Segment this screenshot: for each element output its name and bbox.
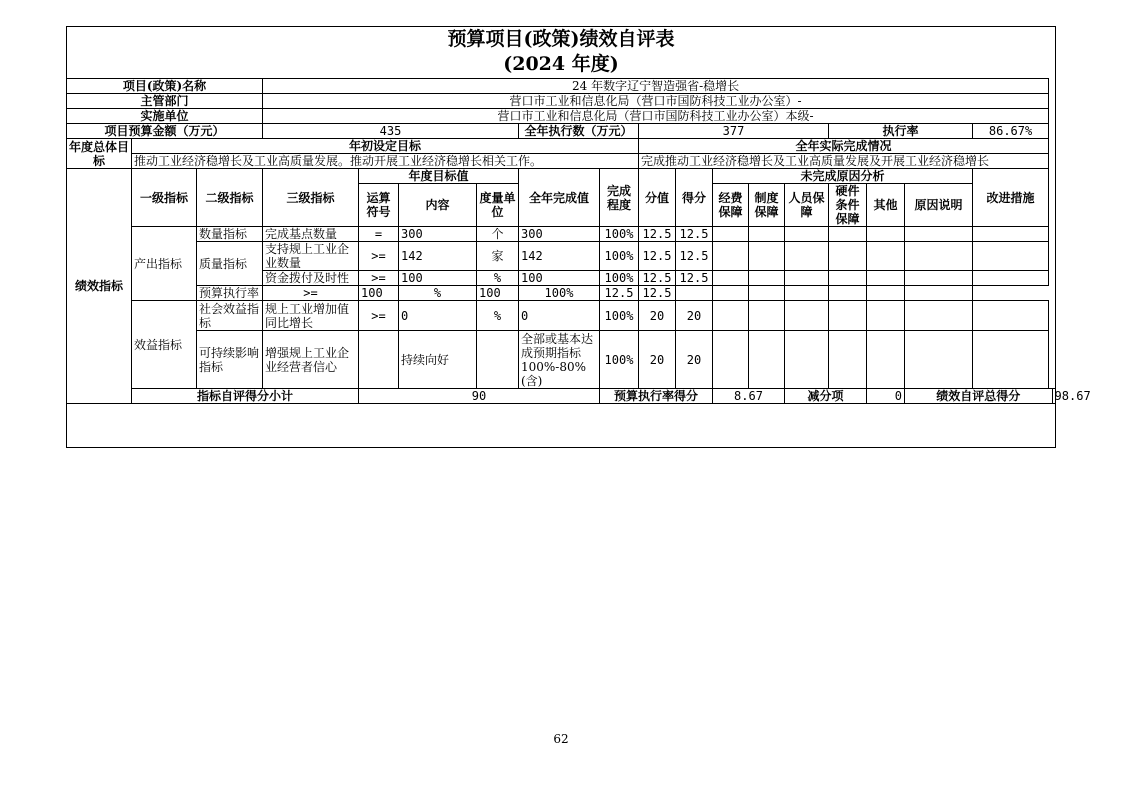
indicator-score: 12.5 [676, 271, 713, 286]
degree-header: 完成程度 [600, 169, 639, 227]
indicator-degree: 100% [519, 286, 600, 301]
budget-score-label: 预算执行率得分 [600, 389, 713, 404]
reason-system-header: 制度保障 [749, 184, 785, 227]
indicator-weight: 20 [639, 301, 676, 331]
indicator-actual: 300 [519, 227, 600, 242]
summary-row [67, 389, 1056, 404]
group-quality: 质量指标 [197, 242, 263, 286]
project-name-label: 项目(政策)名称 [67, 79, 263, 94]
budget-row [67, 124, 1056, 139]
project-name-value: 24 年数字辽宁智造强省-稳增长 [263, 79, 1049, 94]
indicator-name: 预算执行率 [197, 286, 263, 301]
total-value: 98.67 [1052, 389, 1055, 404]
budget-label: 项目预算金额（万元） [67, 124, 263, 139]
rate-label: 执行率 [829, 124, 973, 139]
deduct-label: 减分项 [785, 389, 867, 404]
project-name-row [67, 79, 1056, 94]
goals-label: 年度总体目标 [67, 139, 132, 169]
subtotal-label: 指标自评得分小计 [132, 389, 359, 404]
indicator-score: 12.5 [676, 242, 713, 271]
indicator-name: 资金拨付及时性 [263, 271, 359, 286]
operator-header: 运算符号 [359, 184, 399, 227]
group-benefit: 效益指标 [132, 301, 197, 389]
title-line-2: (2024 年度) [503, 53, 619, 75]
dept-row [67, 94, 1056, 109]
group-output: 产出指标 [132, 227, 197, 301]
indicator-name: 增强规上工业企业经营者信心 [263, 331, 359, 389]
level1-header: 一级指标 [132, 169, 197, 227]
indicator-weight: 12.5 [639, 271, 676, 286]
deduct-value: 0 [867, 389, 905, 404]
reason-staff-header: 人员保障 [785, 184, 829, 227]
actual-goal-text: 完成推动工业经济稳增长及工业高质量发展及开展工业经济稳增长 [639, 154, 1049, 169]
reason-group-header: 未完成原因分析 [713, 169, 973, 184]
indicator-content: 持续向好 [399, 331, 477, 389]
indicator-unit: % [477, 301, 519, 331]
indicator-op: = [359, 227, 399, 242]
dept-value: 营口市工业和信息化局（营口市国防科技工业办公室）- [263, 94, 1049, 109]
page-number: 62 [553, 732, 569, 746]
indicator-unit [477, 331, 519, 389]
indicator-weight: 12.5 [639, 242, 676, 271]
goals-header-row [67, 139, 1056, 154]
indicator-content: 0 [399, 301, 477, 331]
indicator-name: 规上工业增加值同比增长 [263, 301, 359, 331]
group-social: 社会效益指标 [197, 301, 263, 331]
budget-value: 435 [263, 124, 519, 139]
indicator-name: 支持规上工业企业数量 [263, 242, 359, 271]
indicator-content: 142 [399, 242, 477, 271]
indicator-actual: 100 [519, 271, 600, 286]
initial-goal-header: 年初设定目标 [132, 139, 639, 154]
indicator-op [359, 331, 399, 389]
indicator-score: 12.5 [676, 227, 713, 242]
indicator-unit: % [399, 286, 477, 301]
table-row [67, 301, 1056, 331]
indicator-unit: 个 [477, 227, 519, 242]
indicator-score: 12.5 [639, 286, 676, 301]
executed-value: 377 [639, 124, 829, 139]
title-line-1: 预算项目(政策)绩效自评表 [447, 28, 675, 50]
group-quantity: 数量指标 [197, 227, 263, 242]
budget-score-value: 8.67 [713, 389, 785, 404]
sheet-title [67, 27, 1055, 79]
indicator-degree: 100% [600, 301, 639, 331]
group-sustain: 可持续影响指标 [197, 331, 263, 389]
indicator-degree: 100% [600, 227, 639, 242]
total-label: 绩效自评总得分 [905, 389, 1053, 404]
indicator-degree: 100% [600, 242, 639, 271]
unit-header: 度量单位 [477, 184, 519, 227]
actual-header: 全年完成值 [519, 169, 600, 227]
self-evaluation-sheet [66, 26, 1091, 448]
indicator-weight: 12.5 [600, 286, 639, 301]
table-row [67, 227, 1056, 242]
score-header: 得分 [676, 169, 713, 227]
executed-label: 全年执行数（万元） [519, 124, 639, 139]
evaluation-table [66, 78, 1091, 404]
table-row [67, 286, 1056, 301]
subtotal-value: 90 [359, 389, 600, 404]
indicator-content: 100 [399, 271, 477, 286]
indicator-actual: 全部或基本达成预期指标100%-80%(含) [519, 331, 600, 389]
indicator-unit: 家 [477, 242, 519, 271]
unit-value: 营口市工业和信息化局（营口市国防科技工业办公室）本级- [263, 109, 1049, 124]
reason-other-header: 其他 [867, 184, 905, 227]
initial-goal-text: 推动工业经济稳增长及工业高质量发展。推动开展工业经济稳增长相关工作。 [132, 154, 639, 169]
reason-funding-header: 经费保障 [713, 184, 749, 227]
content-header: 内容 [399, 184, 477, 227]
reason-hardware-header: 硬件条件保障 [829, 184, 867, 227]
indicator-actual: 142 [519, 242, 600, 271]
level2-header: 二级指标 [197, 169, 263, 227]
unit-row [67, 109, 1056, 124]
indicator-content: 300 [399, 227, 477, 242]
indicator-weight: 12.5 [639, 227, 676, 242]
improve-header: 改进措施 [973, 169, 1049, 227]
indicators-section-label: 绩效指标 [67, 169, 132, 404]
reason-note-header: 原因说明 [905, 184, 973, 227]
table-row [67, 331, 1056, 389]
weight-header: 分值 [639, 169, 676, 227]
indicator-content: 100 [359, 286, 399, 301]
indicator-actual: 100 [477, 286, 519, 301]
indicator-op: >= [263, 286, 359, 301]
indicator-score: 20 [676, 331, 713, 389]
indicator-op: >= [359, 242, 399, 271]
indicator-unit: % [477, 271, 519, 286]
rate-value: 86.67% [973, 124, 1049, 139]
level3-header: 三级指标 [263, 169, 359, 227]
indicator-name: 完成基点数量 [263, 227, 359, 242]
indicator-op: >= [359, 301, 399, 331]
indicator-op: >= [359, 271, 399, 286]
indicator-degree: 100% [600, 331, 639, 389]
dept-label: 主管部门 [67, 94, 263, 109]
indicator-actual: 0 [519, 301, 600, 331]
indicator-header-row-1 [67, 169, 1056, 184]
goals-content-row [67, 154, 1056, 169]
indicator-weight: 20 [639, 331, 676, 389]
target-group-header: 年度目标值 [359, 169, 519, 184]
unit-label: 实施单位 [67, 109, 263, 124]
indicator-score: 20 [676, 301, 713, 331]
actual-goal-header: 全年实际完成情况 [639, 139, 1049, 154]
indicator-degree: 100% [600, 271, 639, 286]
